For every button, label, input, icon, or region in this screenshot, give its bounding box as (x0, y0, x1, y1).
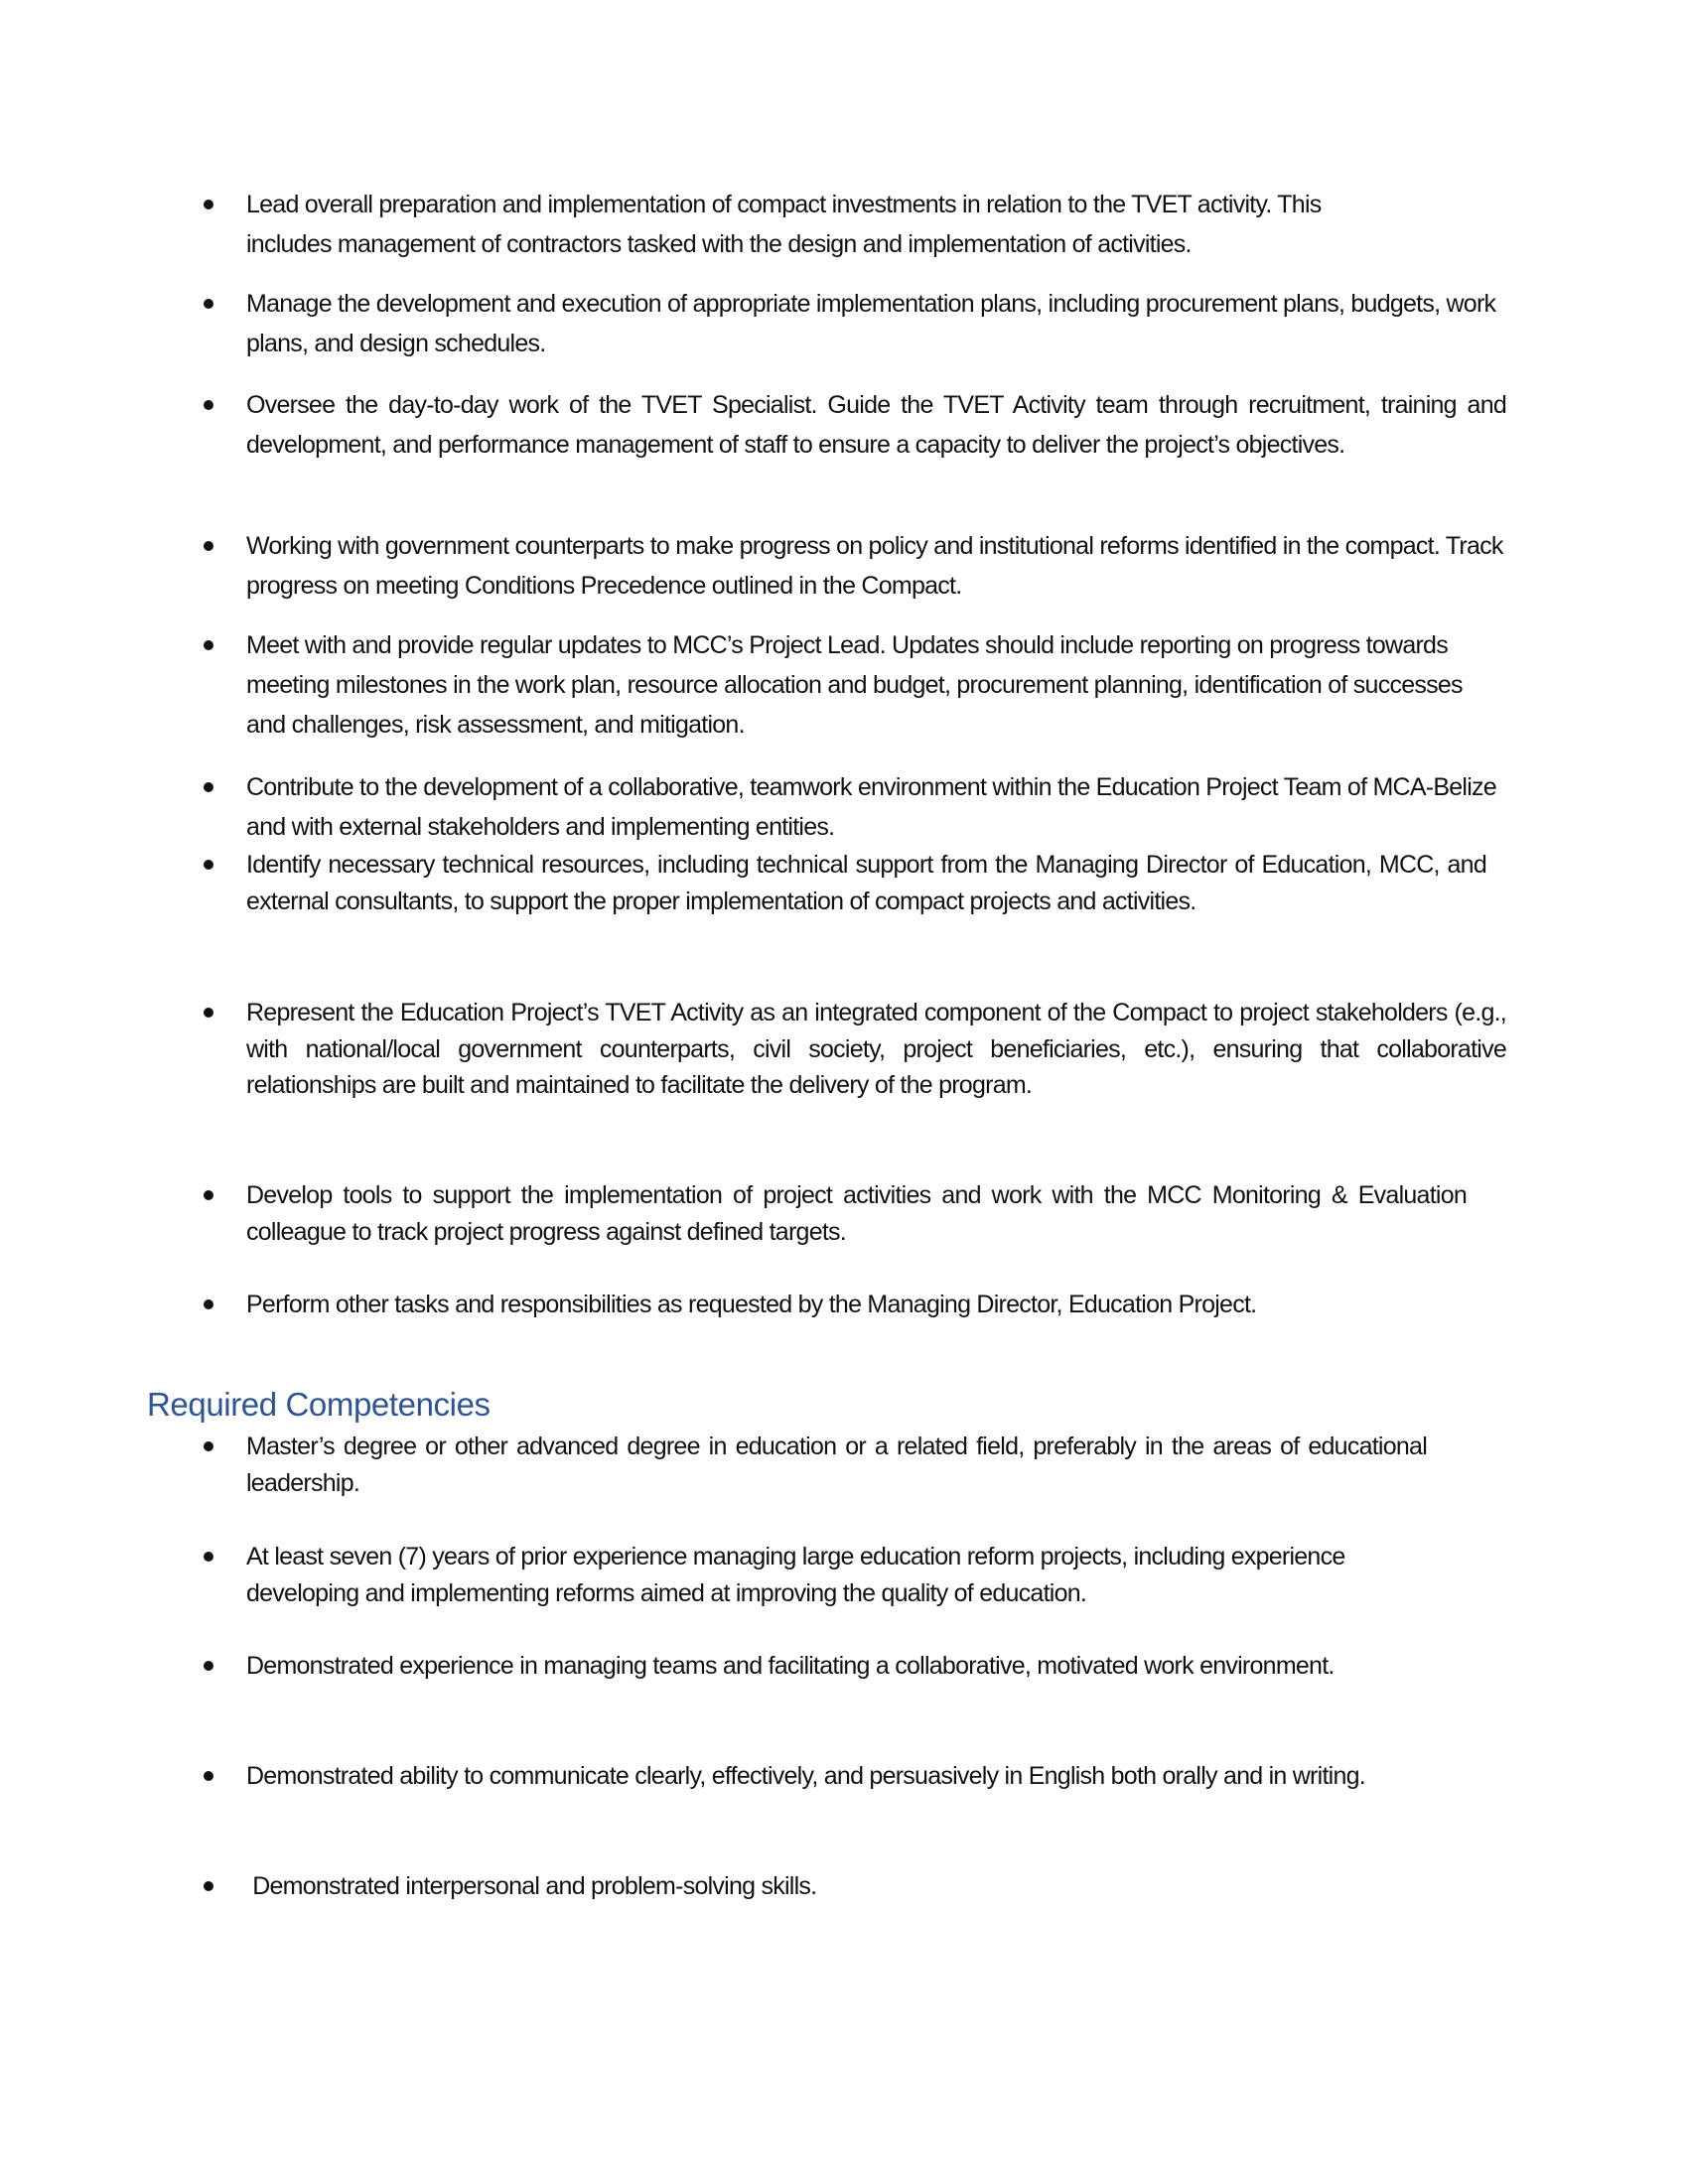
responsibility-text: Working with government counterparts to make progress on policy and institutional reforms identified in the compact. Track progress on meeting Conditions Precedence outlined in the Compact. (246, 532, 1503, 600)
competency-text: Master’s degree or other advanced degree in education or a related field, preferably in the areas of educational leadership. (246, 1433, 1427, 1497)
responsibility-text: Manage the development and execution of appropriate implementation plans, including procurement plans, budgets, work plans, and design schedules. (246, 290, 1496, 357)
competency-text: At least seven (7) years of prior experience managing large education reform projects, including experience developing and implementing reforms aimed at improving the quality of education. (246, 1543, 1345, 1607)
bullet-icon (204, 400, 213, 410)
competencies-heading: Required Competencies (147, 1386, 491, 1423)
bullet-icon (204, 1441, 213, 1451)
bullet-icon (204, 1881, 213, 1891)
responsibility-text: Oversee the day-to-day work of the TVET Specialist. Guide the TVET Activity team through recruitment, training and development, and performance management of staff to ensure a capacity to deliver the project’s objectives. (246, 391, 1506, 459)
responsibility-text: Represent the Education Project’s TVET Activity as an integrated component of the Compact to project stakeholders (e.g., with national/local government counterparts, civil society, project beneficiaries, etc.), ensuring that collaborative relationships are built and maintained to facilitate the delivery of the program. (246, 999, 1506, 1099)
responsibility-text: Develop tools to support the implementation of project activities and work with the MCC Monitoring & Evaluation colleague to track project progress against defined targets. (246, 1181, 1467, 1246)
bullet-icon (204, 860, 213, 870)
bullet-icon (204, 1299, 213, 1309)
bullet-icon (204, 1771, 213, 1781)
responsibility-text: Identify necessary technical resources, including technical support from the Managing Director of Education, MCC, and external consultants, to support the proper implementation of compact projects and activities. (246, 851, 1486, 915)
responsibility-text: Meet with and provide regular updates to MCC’s Project Lead. Updates should include reporting on progress towards meeting milestones in the work plan, resource allocation and budget, procurement planning, identification of successes and challenges, risk assessment, and mitigation. (246, 631, 1463, 739)
bullet-icon (204, 1661, 213, 1671)
competency-text: Demonstrated ability to communicate clearly, effectively, and persuasively in English both orally and in writing. (246, 1762, 1365, 1790)
competency-text: Demonstrated interpersonal and problem-solving skills. (246, 1872, 817, 1900)
bullet-icon (204, 1008, 213, 1018)
bullet-icon (204, 782, 213, 792)
bullet-icon (204, 640, 213, 650)
bullet-icon (204, 299, 213, 309)
responsibility-text: Perform other tasks and responsibilities as requested by the Managing Director, Education Project. (246, 1291, 1257, 1318)
responsibility-text: Contribute to the development of a collaborative, teamwork environment within the Education Project Team of MCA-Belize and with external stakeholders and implementing entities. (246, 773, 1496, 841)
bullet-icon (204, 1552, 213, 1562)
responsibility-text: Lead overall preparation and implementation of compact investments in relation to the TVET activity. This includes management of contractors tasked with the design and implementation of activities. (246, 191, 1322, 258)
bullet-icon (204, 541, 213, 551)
competency-text: Demonstrated experience in managing teams and facilitating a collaborative, motivated work environment. (246, 1652, 1335, 1680)
bullet-icon (204, 1190, 213, 1200)
bullet-icon (204, 200, 213, 209)
